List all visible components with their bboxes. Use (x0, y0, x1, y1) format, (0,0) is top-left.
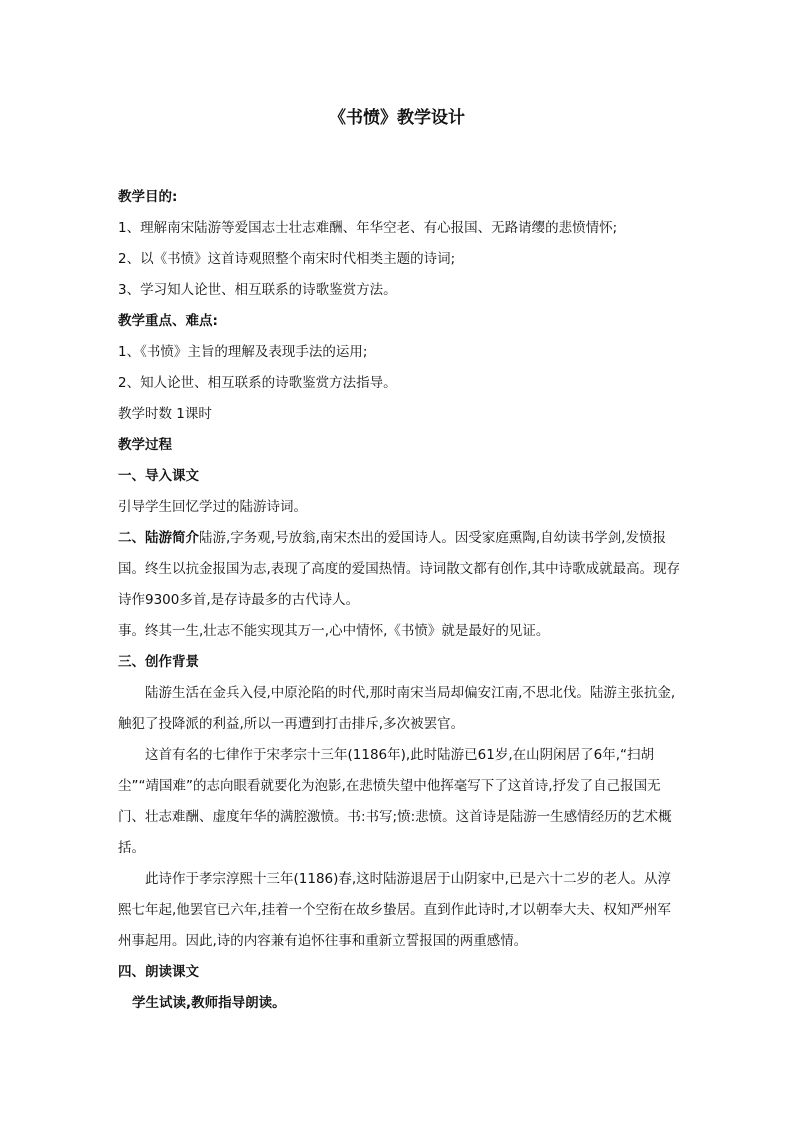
objectives-heading: 教学目的: (118, 189, 178, 205)
document-body (118, 182, 684, 1019)
objective-item: 3、学习知人论世、相互联系的诗歌鉴赏方法。 (118, 282, 397, 298)
section1-text: 引导学生回忆学过的陆游诗词。 (118, 499, 307, 515)
section2-tail: 事。终其一生,壮志不能实现其万一,心中情怀,《书愤》就是最好的见证。 (118, 623, 550, 639)
section3-paragraph: 陆游生活在金兵入侵,中原沦陷的时代,那时南宋当局却偏安江南,不思北伐。陆游主张抗金,触犯了投降派的利益,所以一再遭到打击排斥,多次被罢官。 (118, 685, 676, 732)
process-heading: 教学过程 (118, 437, 172, 453)
keypoints-heading: 教学重点、难点: (118, 313, 218, 329)
keypoint-item: 2、知人论世、相互联系的诗歌鉴赏方法指导。 (118, 375, 397, 391)
objective-item: 1、理解南宋陆游等爱国志士壮志难酬、年华空老、有心报国、无路请缨的悲愤情怀; (118, 220, 618, 236)
class-hours: 教学时数 1课时 (118, 406, 212, 422)
section4-heading: 四、朗读课文 (118, 964, 199, 980)
section2-heading: 二、陆游简介 (118, 530, 199, 546)
section3-paragraph: 此诗作于孝宗淳熙十三年(1186)春,这时陆游退居于山阴家中,已是六十二岁的老人。从淳熙七年起,他罢官已六年,挂着一个空衔在故乡蛰居。直到作此诗时,才以朝奉大夫、权知严州军州事起用。因此,诗的内容兼有追怀往事和重新立誓报国的两重感情。 (118, 871, 671, 949)
section2-paragraph (118, 523, 684, 616)
section2-text: 陆游,字务观,号放翁,南宋杰出的爱国诗人。因受家庭熏陶,自幼读书学剑,发愤报国。终生以抗金报国为志,表现了高度的爱国热情。诗词散文都有创作,其中诗歌成就最高。现存诗作9300多首,是存诗最多的古代诗人。 (118, 530, 681, 608)
section4-text: 学生试读,教师指导朗读。 (132, 995, 286, 1011)
section1-heading: 一、导入课文 (118, 468, 199, 484)
section3-heading: 三、创作背景 (118, 654, 199, 670)
keypoint-item: 1、《书愤》主旨的理解及表现手法的运用; (118, 344, 368, 360)
objective-item: 2、以《书愤》这首诗观照整个南宋时代相类主题的诗词; (118, 251, 456, 267)
section3-paragraph: 这首有名的七律作于宋孝宗十三年(1186年),此时陆游已61岁,在山阴闲居了6年,“扫胡尘”“靖国难”的志向眼看就要化为泡影,在悲愤失望中他挥毫写下了这首诗,抒发了自己报国无门、壮志难酬、虚度年华的满腔激愤。书:书写;愤:悲愤。这首诗是陆游一生感情经历的艺术概括。 (118, 747, 672, 856)
document-title: 《书愤》教学设计 (329, 108, 465, 128)
